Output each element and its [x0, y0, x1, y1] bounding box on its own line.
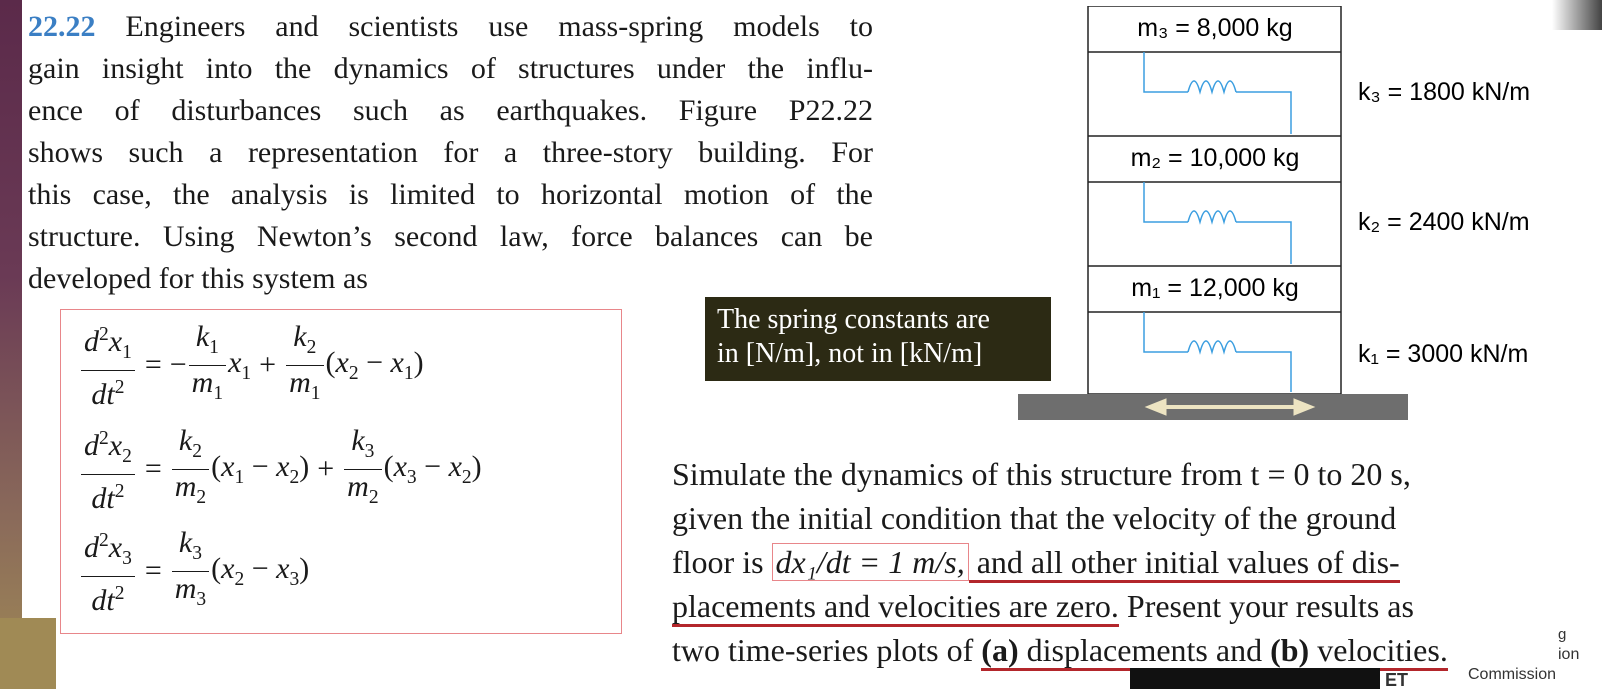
- corner-fragment-1: g: [1558, 626, 1567, 643]
- redaction-bar: [1130, 668, 1380, 689]
- initial-velocity-highlight: dx₁/dt = 1 m/s,: [772, 543, 969, 581]
- building-outline: [1088, 6, 1341, 394]
- mass-2-label: m₂ = 10,000 kg: [1130, 144, 1300, 172]
- underlined-condition-part1: and all other initial values of dis-: [969, 544, 1400, 583]
- corner-fragment-2: ion: [1558, 646, 1580, 663]
- spring-constant-note: [705, 297, 1051, 381]
- top-right-shadow: [1552, 0, 1602, 30]
- problem-line-5: this case, the analysis is limited to horizontal motion of the: [28, 178, 873, 211]
- equation-1: $\frac{d^2x_1}{dt^2}$ = − $\frac{k_1}{m_1}$ $x_1$ + $\frac{k_2}{m_1}$ $(x_2 - x_1)$: [79, 318, 424, 412]
- corner-fragment-3: Commission: [1468, 666, 1557, 683]
- mass-1-label: m₁ = 12,000 kg: [1131, 274, 1299, 302]
- underlined-condition-part2: placements and velocities are zero.: [672, 588, 1119, 627]
- sim-line-2: given the initial condition that the velocity of the ground: [672, 500, 1397, 536]
- sim-line-4: placements and velocities are zero. Present your results as: [672, 584, 1548, 628]
- mass-3-label: m₃ = 8,000 kg: [1137, 14, 1293, 42]
- equation-3: $\frac{d^2x_3}{dt^2}$ = $\frac{k_3}{m_3}$ $(x_2 - x_3)$: [79, 524, 309, 618]
- note-line-2: in [N/m], not in [kN/m]: [717, 338, 983, 369]
- sim-line-3: floor is dx₁/dt = 1 m/s, and all other initial values of dis-: [672, 540, 1548, 584]
- problem-line-3: ence of disturbances such as earthquakes. Figure P22.22: [28, 94, 873, 127]
- problem-line-7: developed for this system as: [28, 262, 368, 295]
- spring-1-label: k₁ = 3000 kN/m: [1358, 340, 1529, 368]
- problem-line-2: gain insight into the dynamics of structures under the influ-: [28, 52, 873, 85]
- equations-box: [60, 309, 622, 634]
- bottom-left-decorative-block: [0, 618, 56, 689]
- sim-line-1: Simulate the dynamics of this structure from t = 0 to 20 s,: [672, 456, 1411, 492]
- problem-number: 22.22: [28, 10, 96, 43]
- note-line-1: The spring constants are: [717, 304, 990, 335]
- corner-fragment-4: ET: [1385, 670, 1409, 690]
- simulation-instructions: [672, 452, 1548, 672]
- building-spring-figure: [1010, 6, 1550, 436]
- underlined-plots: (a) displacements and (b) velocities.: [981, 632, 1448, 671]
- left-decorative-strip: [0, 0, 22, 689]
- problem-statement: [28, 6, 873, 300]
- problem-line-1: 22.22 Engineers and scientists use mass-spring models to: [28, 10, 874, 43]
- problem-line-6: structure. Using Newton’s second law, force balances can be: [28, 220, 873, 253]
- spring-2-label: k₂ = 2400 kN/m: [1358, 208, 1530, 236]
- equation-2: $\frac{d^2x_2}{dt^2}$ = $\frac{k_2}{m_2}$ $(x_1 - x_2)$ + $\frac{k_3}{m_2}$ $(x_3 - x_2)$: [79, 422, 482, 516]
- sim-line-5: two time-series plots of (a) displacements and (b) velocities.: [672, 628, 1548, 672]
- problem-line-4: shows such a representation for a three-story building. For: [28, 136, 873, 169]
- spring-3-label: k₃ = 1800 kN/m: [1358, 78, 1531, 106]
